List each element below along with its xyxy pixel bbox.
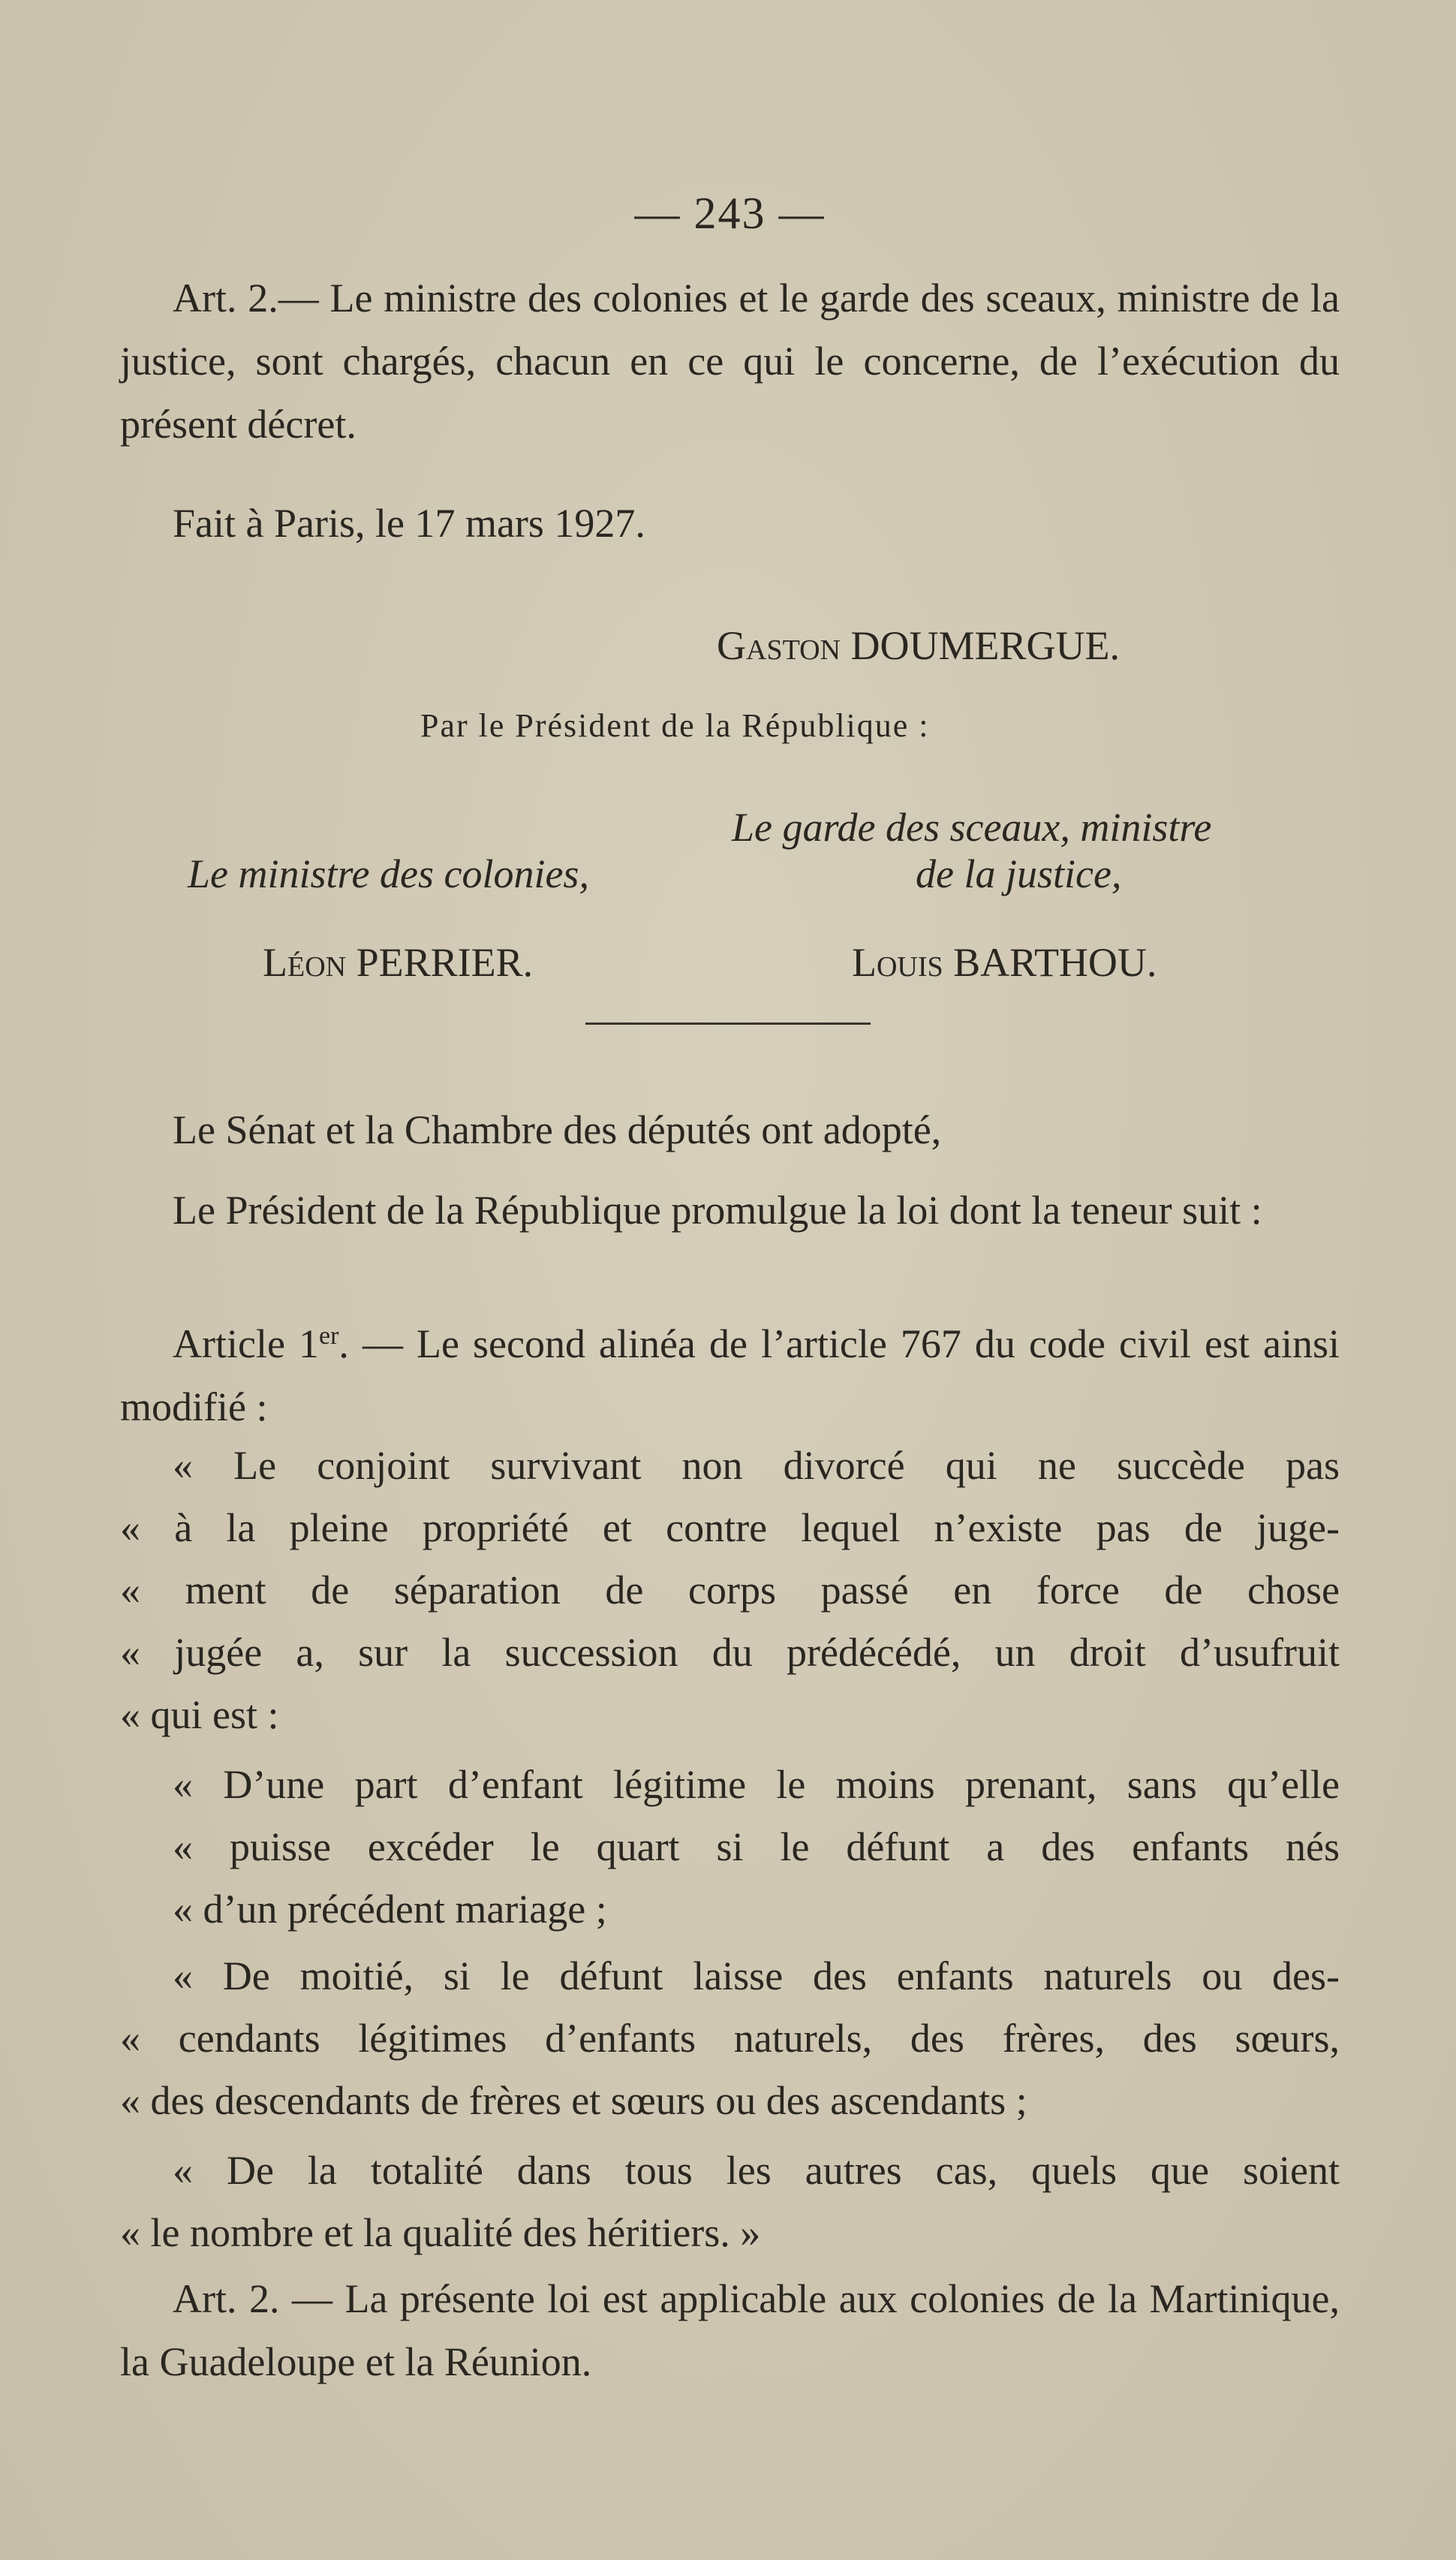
- law-article-2: Art. 2. — La présente loi est applicable aux colonies de la Martinique, la Guadeloupe et la Réunion.: [120, 2276, 1340, 2384]
- section-divider: [585, 1022, 871, 1025]
- quote-line: « puisse excéder le quart si le défunt a des enfants nés: [173, 1824, 1340, 1869]
- colonies-minister-name: Léon PERRIER.: [263, 940, 534, 985]
- garde-title-line-1: Le garde des sceaux, ministre: [732, 805, 1212, 850]
- article-1-sup: er: [318, 1322, 339, 1350]
- quote-line: « cendants légitimes d’enfants naturels, des frères, des sœurs,: [120, 2016, 1340, 2061]
- page-number: — 243 —: [634, 188, 826, 238]
- quote-line: « qui est :: [120, 1692, 279, 1737]
- quote-line: « d’un précédent mariage ;: [173, 1887, 607, 1932]
- law-intro-2: Le Président de la République promulgue la loi dont la teneur suit :: [173, 1188, 1262, 1233]
- quote-line: « à la pleine propriété et contre lequel n’existe pas de juge-: [120, 1505, 1340, 1550]
- quote-line: « Le conjoint survivant non divorcé qui ne succède pas: [173, 1443, 1340, 1488]
- quote-line: « De moitié, si le défunt laisse des enfants naturels ou des-: [173, 1953, 1340, 1998]
- president-name: Gaston DOUMERGUE.: [717, 623, 1120, 668]
- law-article-1: [120, 1305, 1340, 1438]
- article-1-text: . — Le second alinéa de l’article 767 du code civil est ainsi modifié :: [120, 1321, 1340, 1429]
- law-intro-1: Le Sénat et la Chambre des députés ont adopté,: [173, 1107, 942, 1152]
- by-president-line: Par le Président de la République :: [420, 707, 930, 744]
- quote-line: « jugée a, sur la succession du prédécédé, un droit d’usufruit: [120, 1630, 1340, 1675]
- article-1-prefix: Article 1: [173, 1321, 319, 1366]
- quote-line: « ment de séparation de corps passé en force de chose: [120, 1568, 1340, 1613]
- colonies-minister-title: Le ministre des colonies,: [188, 851, 589, 896]
- president-signature: [717, 614, 1456, 677]
- garde-title-line-2: de la justice,: [916, 851, 1122, 896]
- decree-date: Fait à Paris, le 17 mars 1927.: [173, 501, 645, 546]
- quote-line: « le nombre et la qualité des héritiers. »: [120, 2210, 761, 2255]
- garde-minister-name: Louis BARTHOU.: [852, 940, 1157, 985]
- quote-line: « D’une part d’enfant légitime le moins prenant, sans qu’elle: [173, 1762, 1340, 1807]
- decree-article-2: Art. 2.— Le ministre des colonies et le garde des sceaux, ministre de la justice, sont chargés, chacun en ce qui le concerne, de l’exécution du présent décret.: [120, 276, 1340, 447]
- quote-line: « des descendants de frères et sœurs ou des ascendants ;: [120, 2078, 1027, 2123]
- quote-line: « De la totalité dans tous les autres cas, quels que soient: [173, 2148, 1340, 2193]
